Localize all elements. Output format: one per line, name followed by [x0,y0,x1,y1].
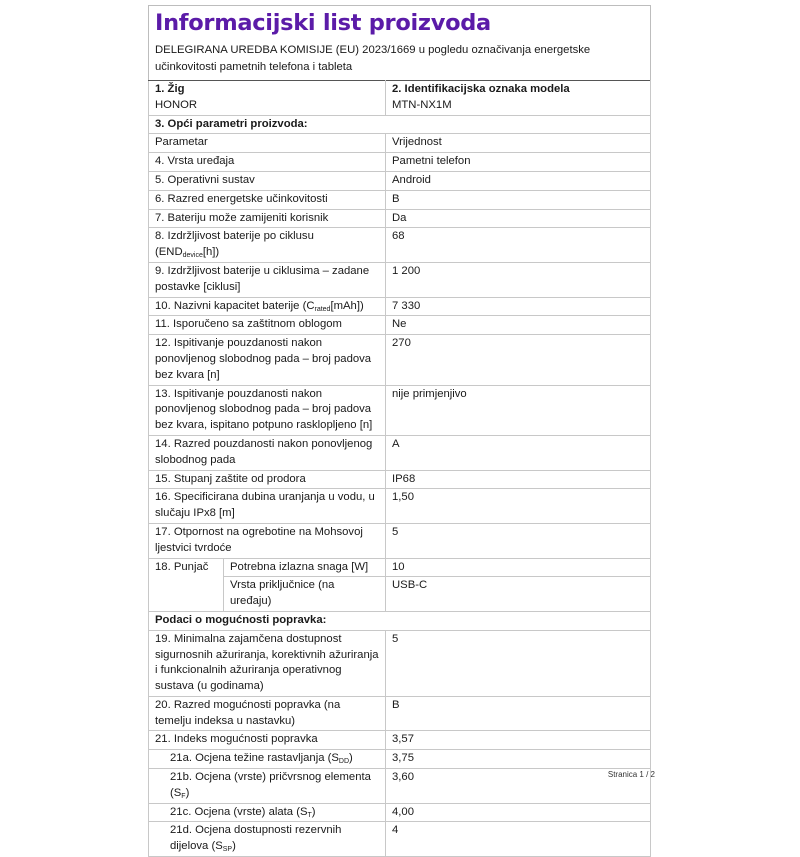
page-number: Stranica 1 / 2 [607,770,655,779]
label-subscript: rated [314,305,331,313]
param-label: 15. Stupanj zaštite od prodora [149,470,386,489]
section-general-heading: 3. Opći parametri proizvoda: [149,115,651,134]
param-label [149,803,386,822]
info-table [148,80,651,857]
table-row [149,335,651,385]
param-label: 16. Specificirana dubina uranjanja u vodu, u slučaju IPx8 [m] [149,489,386,524]
label-text: 21b. Ocjena (vrste) pričvrsnog elementa (S [170,771,371,799]
param-label [149,822,386,857]
param-column-header: Parametar [149,134,386,153]
table-row [149,316,651,335]
param-value: nije primjenjivo [386,385,651,435]
param-label: 7. Bateriju može zamijeniti korisnik [149,209,386,228]
label-text: 21a. Ocjena težine rastavljanja (S [170,752,339,765]
repair-rows [149,630,651,750]
param-value: B [386,696,651,731]
table-row [149,523,651,558]
label-text: 8. Izdržljivost baterije po ciklusu (END [155,230,314,259]
label-text: 21d. Ocjena dostupnosti rezervnih dijelova (S [170,824,342,853]
table-row [149,190,651,209]
section-repair-row [149,611,651,630]
label-subscript: T [307,811,312,819]
label-suffix: ) [232,840,236,853]
label-subscript: device [182,252,203,260]
param-value: Ne [386,316,651,335]
param-value: 1 200 [386,262,651,297]
charger-label: 18. Punjač [149,558,224,611]
param-label: 4. Vrsta uređaja [149,153,386,172]
param-label: 19. Minimalna zajamčena dostupnost sigurnosnih ažuriranja, korektivnih ažuriranja i funkcionalnih ažuriranja operativnog sustava (u godinama) [149,630,386,696]
label-suffix: ) [349,752,353,765]
param-label: 21. Indeks mogućnosti popravka [149,731,386,750]
charger-row-power [149,558,651,577]
table-row [149,297,651,316]
table-row [149,769,651,804]
page-title: Informacijski list proizvoda [155,10,491,36]
table-row [149,228,651,263]
param-label: 13. Ispitivanje pouzdanosti nakon ponovljenog slobodnog pada – broj padova bez kvara, ispitano potpuno rasklopljeno [n] [149,385,386,435]
label-suffix: ) [311,805,316,818]
section-repair-heading: Podaci o mogućnosti popravka: [149,611,651,630]
param-label: 9. Izdržljivost baterije u ciklusima – zadane postavke [ciklusi] [149,262,386,297]
param-value: 4,00 [386,803,651,822]
param-value: 4 [386,822,651,857]
table-row [149,630,651,696]
param-value: Da [386,209,651,228]
param-value: A [386,435,651,470]
charger-connector-value: USB-C [386,577,651,612]
table-row [149,750,651,769]
charger-power-value: 10 [386,558,651,577]
column-header-row [149,134,651,153]
label-subscript: F [181,792,186,800]
param-label: 20. Razred mogućnosti popravka (na temelju indeksa u nastavku) [149,696,386,731]
param-label: 6. Razred energetske učinkovitosti [149,190,386,209]
param-value: 3,75 [386,750,651,769]
label-suffix: [mAh]) [330,299,364,312]
value-column-header: Vrijednost [386,134,651,153]
table-row [149,731,651,750]
table-row [149,803,651,822]
param-value: B [386,190,651,209]
regulation-subtitle: DELEGIRANA UREDBA KOMISIJE (EU) 2023/1669 u pogledu označivanja energetske učinkovitosti pametnih telefona i tableta [155,44,591,73]
section-general-row [149,115,651,134]
brand-label: 1. Žig [155,83,185,95]
param-value: IP68 [386,470,651,489]
table-row [149,262,651,297]
table-row [149,822,651,857]
param-label [149,750,386,769]
label-suffix: [h]) [202,246,220,259]
param-label: 14. Razred pouzdanosti nakon ponovljenog slobodnog pada [149,435,386,470]
param-value: 7 330 [386,297,651,316]
charger-connector-label: Vrsta priključnice (na uređaju) [224,577,386,612]
table-row [149,385,651,435]
param-label: 12. Ispitivanje pouzdanosti nakon ponovljenog slobodnog pada – broj padova bez kvara [n] [149,335,386,385]
label-text: 10. Nazivni kapacitet baterije (C [155,299,315,312]
charger-row-connector [149,577,651,612]
table-row [149,470,651,489]
param-label: 5. Operativni sustav [149,171,386,190]
param-label [149,228,386,263]
brand-cell [149,81,386,116]
param-value: 3,57 [386,731,651,750]
param-value: 1,50 [386,489,651,524]
table-row [149,435,651,470]
table-row [149,153,651,172]
header-box [148,5,651,80]
table-row [149,489,651,524]
param-label: 17. Otpornost na ogrebotine na Mohsovoj ljestvici tvrdoće [149,523,386,558]
brand-model-row [149,81,651,116]
param-label [149,769,386,804]
param-value: Android [386,171,651,190]
general-rows [149,153,651,558]
brand-value: HONOR [155,98,198,111]
table-row [149,171,651,190]
param-value: Pametni telefon [386,153,651,172]
param-value: 5 [386,523,651,558]
label-subscript: DD [338,758,350,766]
label-suffix: ) [185,786,190,799]
param-label: 11. Isporučeno sa zaštitnom oblogom [149,316,386,335]
label-subscript: SP [222,846,233,854]
model-cell [386,81,651,116]
param-value: 5 [386,630,651,696]
param-value: 68 [386,228,651,263]
param-label [149,297,386,316]
table-row [149,696,651,731]
charger-power-label: Potrebna izlazna snaga [W] [224,558,386,577]
param-value: 3,60 [386,769,651,804]
model-label: 2. Identifikacijska oznaka modela [392,83,570,95]
model-value: MTN-NX1M [392,98,452,111]
label-text: 21c. Ocjena (vrste) alata (S [170,805,308,818]
param-value: 270 [386,335,651,385]
repair-sub-rows [149,750,651,857]
product-info-sheet [148,5,651,857]
table-row [149,209,651,228]
